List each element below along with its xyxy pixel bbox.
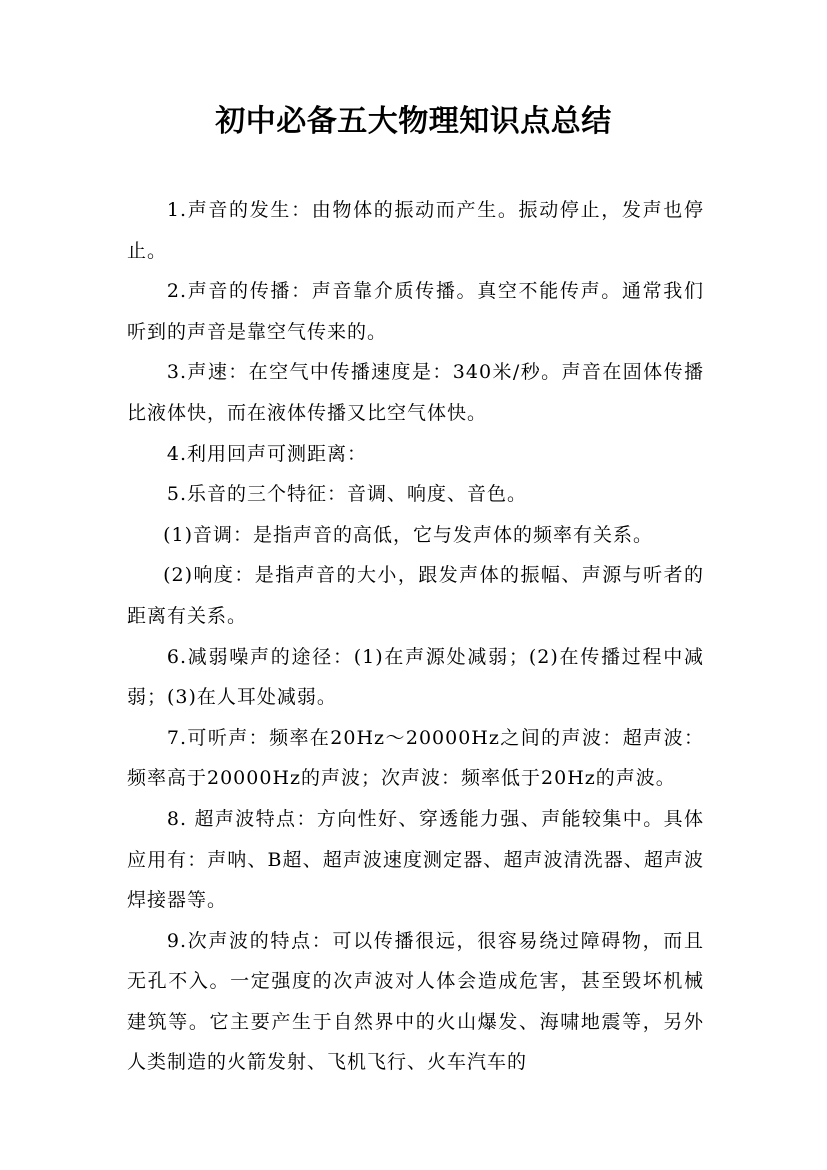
paragraph-5-sub-2: (2)响度：是指声音的大小，跟发声体的振幅、声源与听者的距离有关系。 [127, 564, 704, 627]
paragraph-4: 4.利用回声可测距离： [166, 442, 368, 465]
paragraph-3: 3.声速：在空气中传播速度是：340米/秒。声音在固体传播比液体快，而在液体传播又比空气体快。 [127, 361, 704, 424]
document-title: 初中必备五大物理知识点总结 [215, 104, 612, 139]
document-body [127, 190, 704, 1083]
paragraph-2: 2.声音的传播：声音靠介质传播。真空不能传声。通常我们听到的声音是靠空气传来的。 [127, 280, 704, 343]
paragraph-6: 6.减弱噪声的途径：(1)在声源处减弱；(2)在传播过程中减弱；(3)在人耳处减弱。 [127, 645, 704, 709]
paragraph-9: 9.次声波的特点：可以传播很远，很容易绕过障碍物，而且无孔不入。一定强度的次声波对人体会造成危害，甚至毁坏机械建筑等。它主要产生于自然界中的火山爆发、海啸地震等，另外人类制造的火箭发射、飞机飞行、火车汽车的 [127, 929, 704, 1074]
paragraph-5-sub-1: (1)音调：是指声音的高低，它与发声体的频率有关系。 [163, 523, 654, 546]
paragraph-7: 7.可听声：频率在20Hz～20000Hz之间的声波：超声波：频率高于20000Hz的声波；次声波：频率低于20Hz的声波。 [127, 726, 704, 790]
paragraph-8: 8. 超声波特点：方向性好、穿透能力强、声能较集中。具体应用有：声呐、B超、超声波速度测定器、超声波清洗器、超声波焊接器等。 [127, 807, 704, 912]
paragraph-5: 5.乐音的三个特征：音调、响度、音色。 [166, 483, 528, 506]
paragraph-1: 1.声音的发生：由物体的振动而产生。振动停止，发声也停止。 [127, 199, 704, 262]
